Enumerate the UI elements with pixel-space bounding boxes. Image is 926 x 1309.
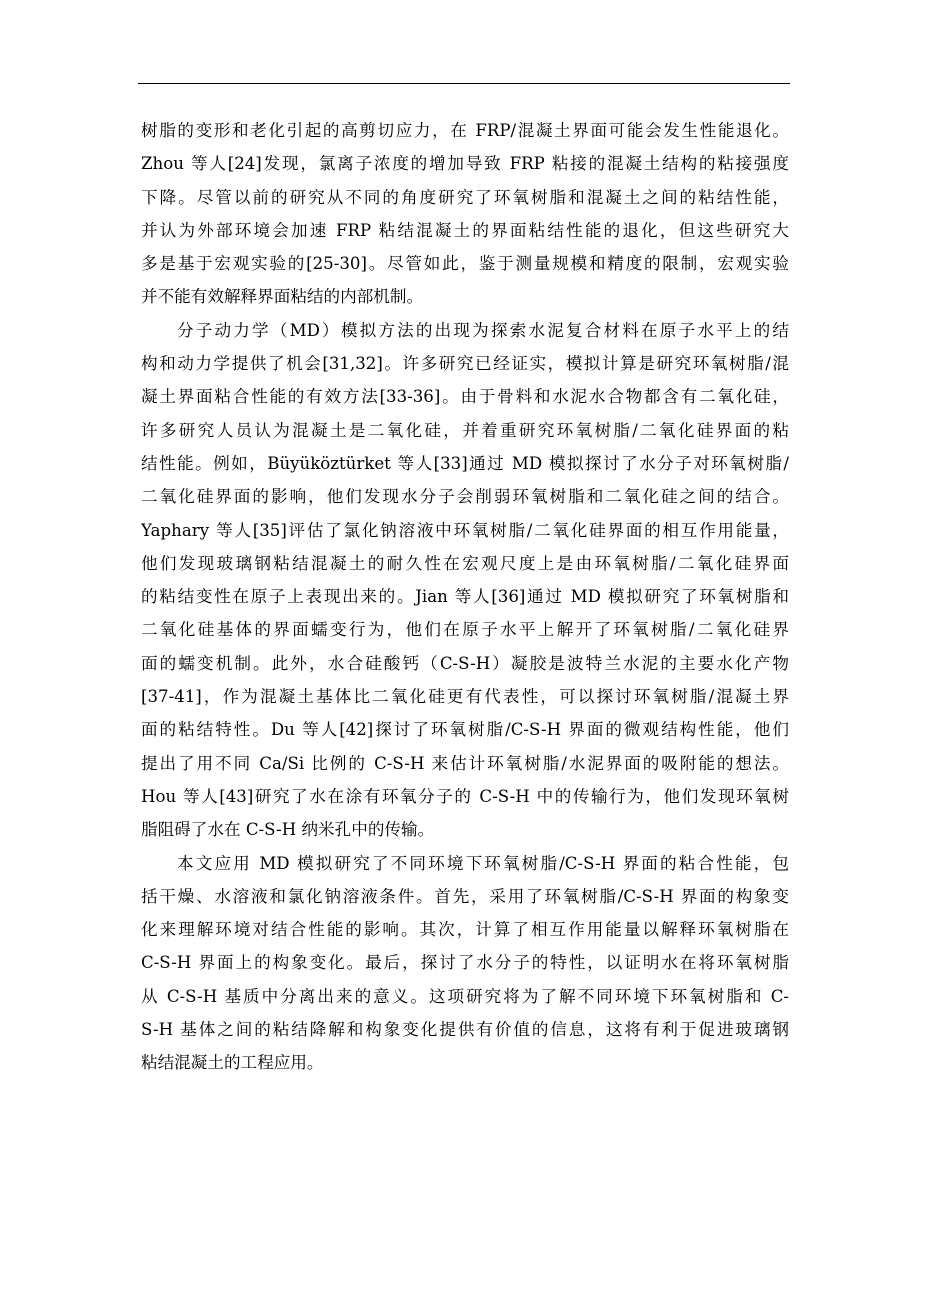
text-line: 二氧化硅界面的影响，他们发现水分子会削弱环氧树脂和二氧化硅之间的结合。 — [141, 487, 789, 507]
text-line: 树脂的变形和老化引起的高剪切应力，在 FRP/混凝土界面可能会发生性能退化。 — [141, 121, 789, 140]
text-line: 括干燥、水溶液和氯化钠溶液条件。首先，采用了环氧树脂/C-S-H 界面的构象变 — [141, 886, 789, 906]
text-line: 并认为外部环境会加速 FRP 粘结混凝土的界面粘结性能的退化，但这些研究大 — [141, 220, 789, 240]
text-line: 从 C-S-H 基质中分离出来的意义。这项研究将为了解不同环境下环氧树脂和 C- — [141, 986, 789, 1006]
text-line: S-H 基体之间的粘结降解和构象变化提供有价值的信息，这将有利于促进玻璃钢 — [141, 1020, 789, 1040]
text-line: 结性能。例如，Büyüköztürket 等人[33]通过 MD 模拟探讨了水分子对环氧树脂/ — [141, 453, 789, 473]
paragraph-2 — [141, 314, 789, 847]
text-line: [37-41]，作为混凝土基体比二氧化硅更有代表性，可以探讨环氧树脂/混凝土界 — [141, 687, 789, 707]
page-body — [141, 114, 789, 1080]
text-line: 多是基于宏观实验的[25-30]。尽管如此，鉴于测量规模和精度的限制，宏观实验 — [141, 254, 789, 274]
header-rule — [138, 83, 790, 84]
text-line: 分子动力学（MD）模拟方法的出现为探索水泥复合材料在原子水平上的结 — [177, 320, 789, 340]
text-line: 提出了用不同 Ca/Si 比例的 C-S-H 来估计环氧树脂/水泥界面的吸附能的想法。 — [141, 753, 789, 773]
paragraph-1 — [141, 114, 789, 314]
paragraph-3 — [141, 847, 789, 1080]
text-line: 他们发现玻璃钢粘结混凝土的耐久性在宏观尺度上是由环氧树脂/二氧化硅界面 — [141, 553, 789, 573]
text-line: 面的粘结特性。Du 等人[42]探讨了环氧树脂/C-S-H 界面的微观结构性能，他们 — [141, 720, 789, 740]
text-line: 粘结混凝土的工程应用。 — [141, 1053, 324, 1073]
text-line: Zhou 等人[24]发现，氯离子浓度的增加导致 FRP 粘接的混凝土结构的粘接强度 — [141, 154, 789, 174]
text-line: Hou 等人[43]研究了水在涂有环氧分子的 C-S-H 中的传输行为，他们发现环氧树 — [141, 786, 789, 806]
text-line: 脂阻碍了水在 C-S-H 纳米孔中的传输。 — [141, 820, 435, 840]
text-line: 构和动力学提供了机会[31,32]。许多研究已经证实，模拟计算是研究环氧树脂/混 — [141, 354, 789, 374]
text-line: 许多研究人员认为混凝土是二氧化硅，并着重研究环氧树脂/二氧化硅界面的粘 — [141, 420, 789, 440]
text-line: 凝土界面粘合性能的有效方法[33-36]。由于骨料和水泥水合物都含有二氧化硅， — [141, 387, 789, 407]
text-line: 面的蠕变机制。此外，水合硅酸钙（C-S-H）凝胶是波特兰水泥的主要水化产物 — [141, 653, 789, 673]
text-line: C-S-H 界面上的构象变化。最后，探讨了水分子的特性，以证明水在将环氧树脂 — [141, 953, 789, 973]
text-line: 下降。尽管以前的研究从不同的角度研究了环氧树脂和混凝土之间的粘结性能， — [141, 187, 789, 207]
text-line: 化来理解环境对结合性能的影响。其次，计算了相互作用能量以解释环氧树脂在 — [141, 920, 789, 940]
text-line: 二氧化硅基体的界面蠕变行为，他们在原子水平上解开了环氧树脂/二氧化硅界 — [141, 620, 789, 640]
text-line: 并不能有效解释界面粘结的内部机制。 — [141, 287, 424, 307]
text-line: 本文应用 MD 模拟研究了不同环境下环氧树脂/C-S-H 界面的粘合性能，包 — [177, 853, 789, 873]
text-line: 的粘结变性在原子上表现出来的。Jian 等人[36]通过 MD 模拟研究了环氧树脂和 — [141, 587, 789, 607]
text-line: Yaphary 等人[35]评估了氯化钠溶液中环氧树脂/二氧化硅界面的相互作用能量， — [141, 520, 789, 540]
